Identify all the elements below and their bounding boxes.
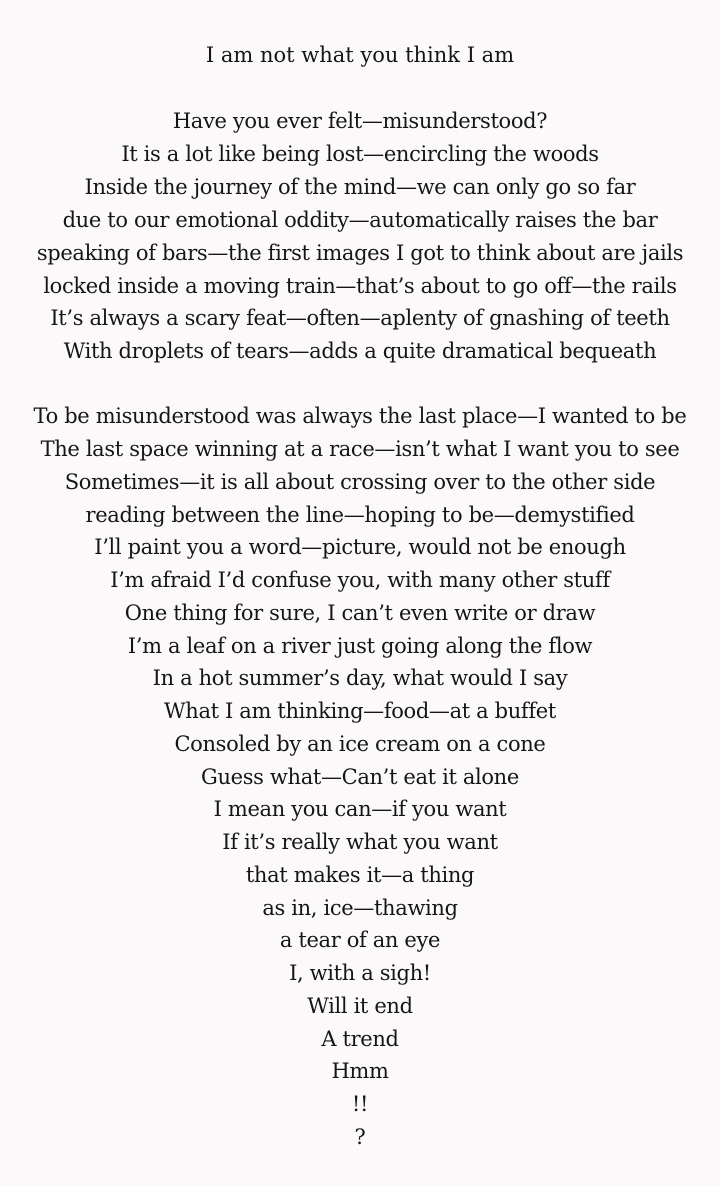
poem-line: ? <box>354 1124 366 1149</box>
poem-line: I’ll paint you a word—picture, would not be enough <box>94 535 626 560</box>
poem-line: One thing for sure, I can’t even write or draw <box>124 600 596 625</box>
poem-line: !! <box>351 1092 369 1116</box>
poem-line: I’m a leaf on a river just going along the flow <box>127 633 593 658</box>
poem-line: I mean you can—if you want <box>213 797 507 822</box>
poem-line: Sometimes—it is all about crossing over to the other side <box>64 469 656 494</box>
poem-line: To be misunderstood was always the last place—I wanted to be <box>33 404 687 429</box>
stanza-2 <box>0 400 720 1153</box>
poem-line: If it’s really what you want <box>222 830 498 854</box>
stanza-1 <box>0 105 720 368</box>
poem-line: Consoled by an ice cream on a cone <box>174 731 546 756</box>
stanza-spacer <box>0 72 720 105</box>
poem-line: I’m afraid I’d confuse you, with many other stuff <box>110 568 610 592</box>
poem-line: With droplets of tears—adds a quite dramatical bequeath <box>63 339 657 364</box>
poem-line: Hmm <box>331 1059 389 1084</box>
poem-line: A trend <box>321 1026 399 1051</box>
poem-line: Will it end <box>307 993 413 1018</box>
poem-line: Guess what—Can’t eat it alone <box>201 764 519 789</box>
poem-line: as in, ice—thawing <box>262 895 458 920</box>
poem-line: a tear of an eye <box>279 928 441 953</box>
poem-line: It’s always a scary feat—often—aplenty of gnashing of teeth <box>50 306 670 331</box>
poem-line: speaking of bars—the first images I got to think about are jails <box>36 240 684 265</box>
poem-line: reading between the line—hoping to be—demystified <box>85 502 635 527</box>
stanza-spacer <box>0 368 720 400</box>
poem-line: The last space winning at a race—isn’t what I want you to see <box>40 437 680 461</box>
poem-line: locked inside a moving train—that’s about to go off—the rails <box>43 273 677 298</box>
poem-title: I am not what you think I am <box>205 43 515 67</box>
poem-line: Inside the journey of the mind—we can only go so far <box>84 174 636 199</box>
poem-line: due to our emotional oddity—automatically raises the bar <box>62 207 658 232</box>
poem-line: I, with a sigh! <box>289 961 431 985</box>
poem-line: In a hot summer’s day, what would I say <box>152 666 568 691</box>
poem-line: that makes it—a thing <box>245 862 475 887</box>
poem-line: Have you ever felt—misunderstood? <box>172 109 548 133</box>
poem-line: It is a lot like being lost—encircling the woods <box>121 141 599 166</box>
poem-line: What I am thinking—food—at a buffet <box>164 699 556 723</box>
